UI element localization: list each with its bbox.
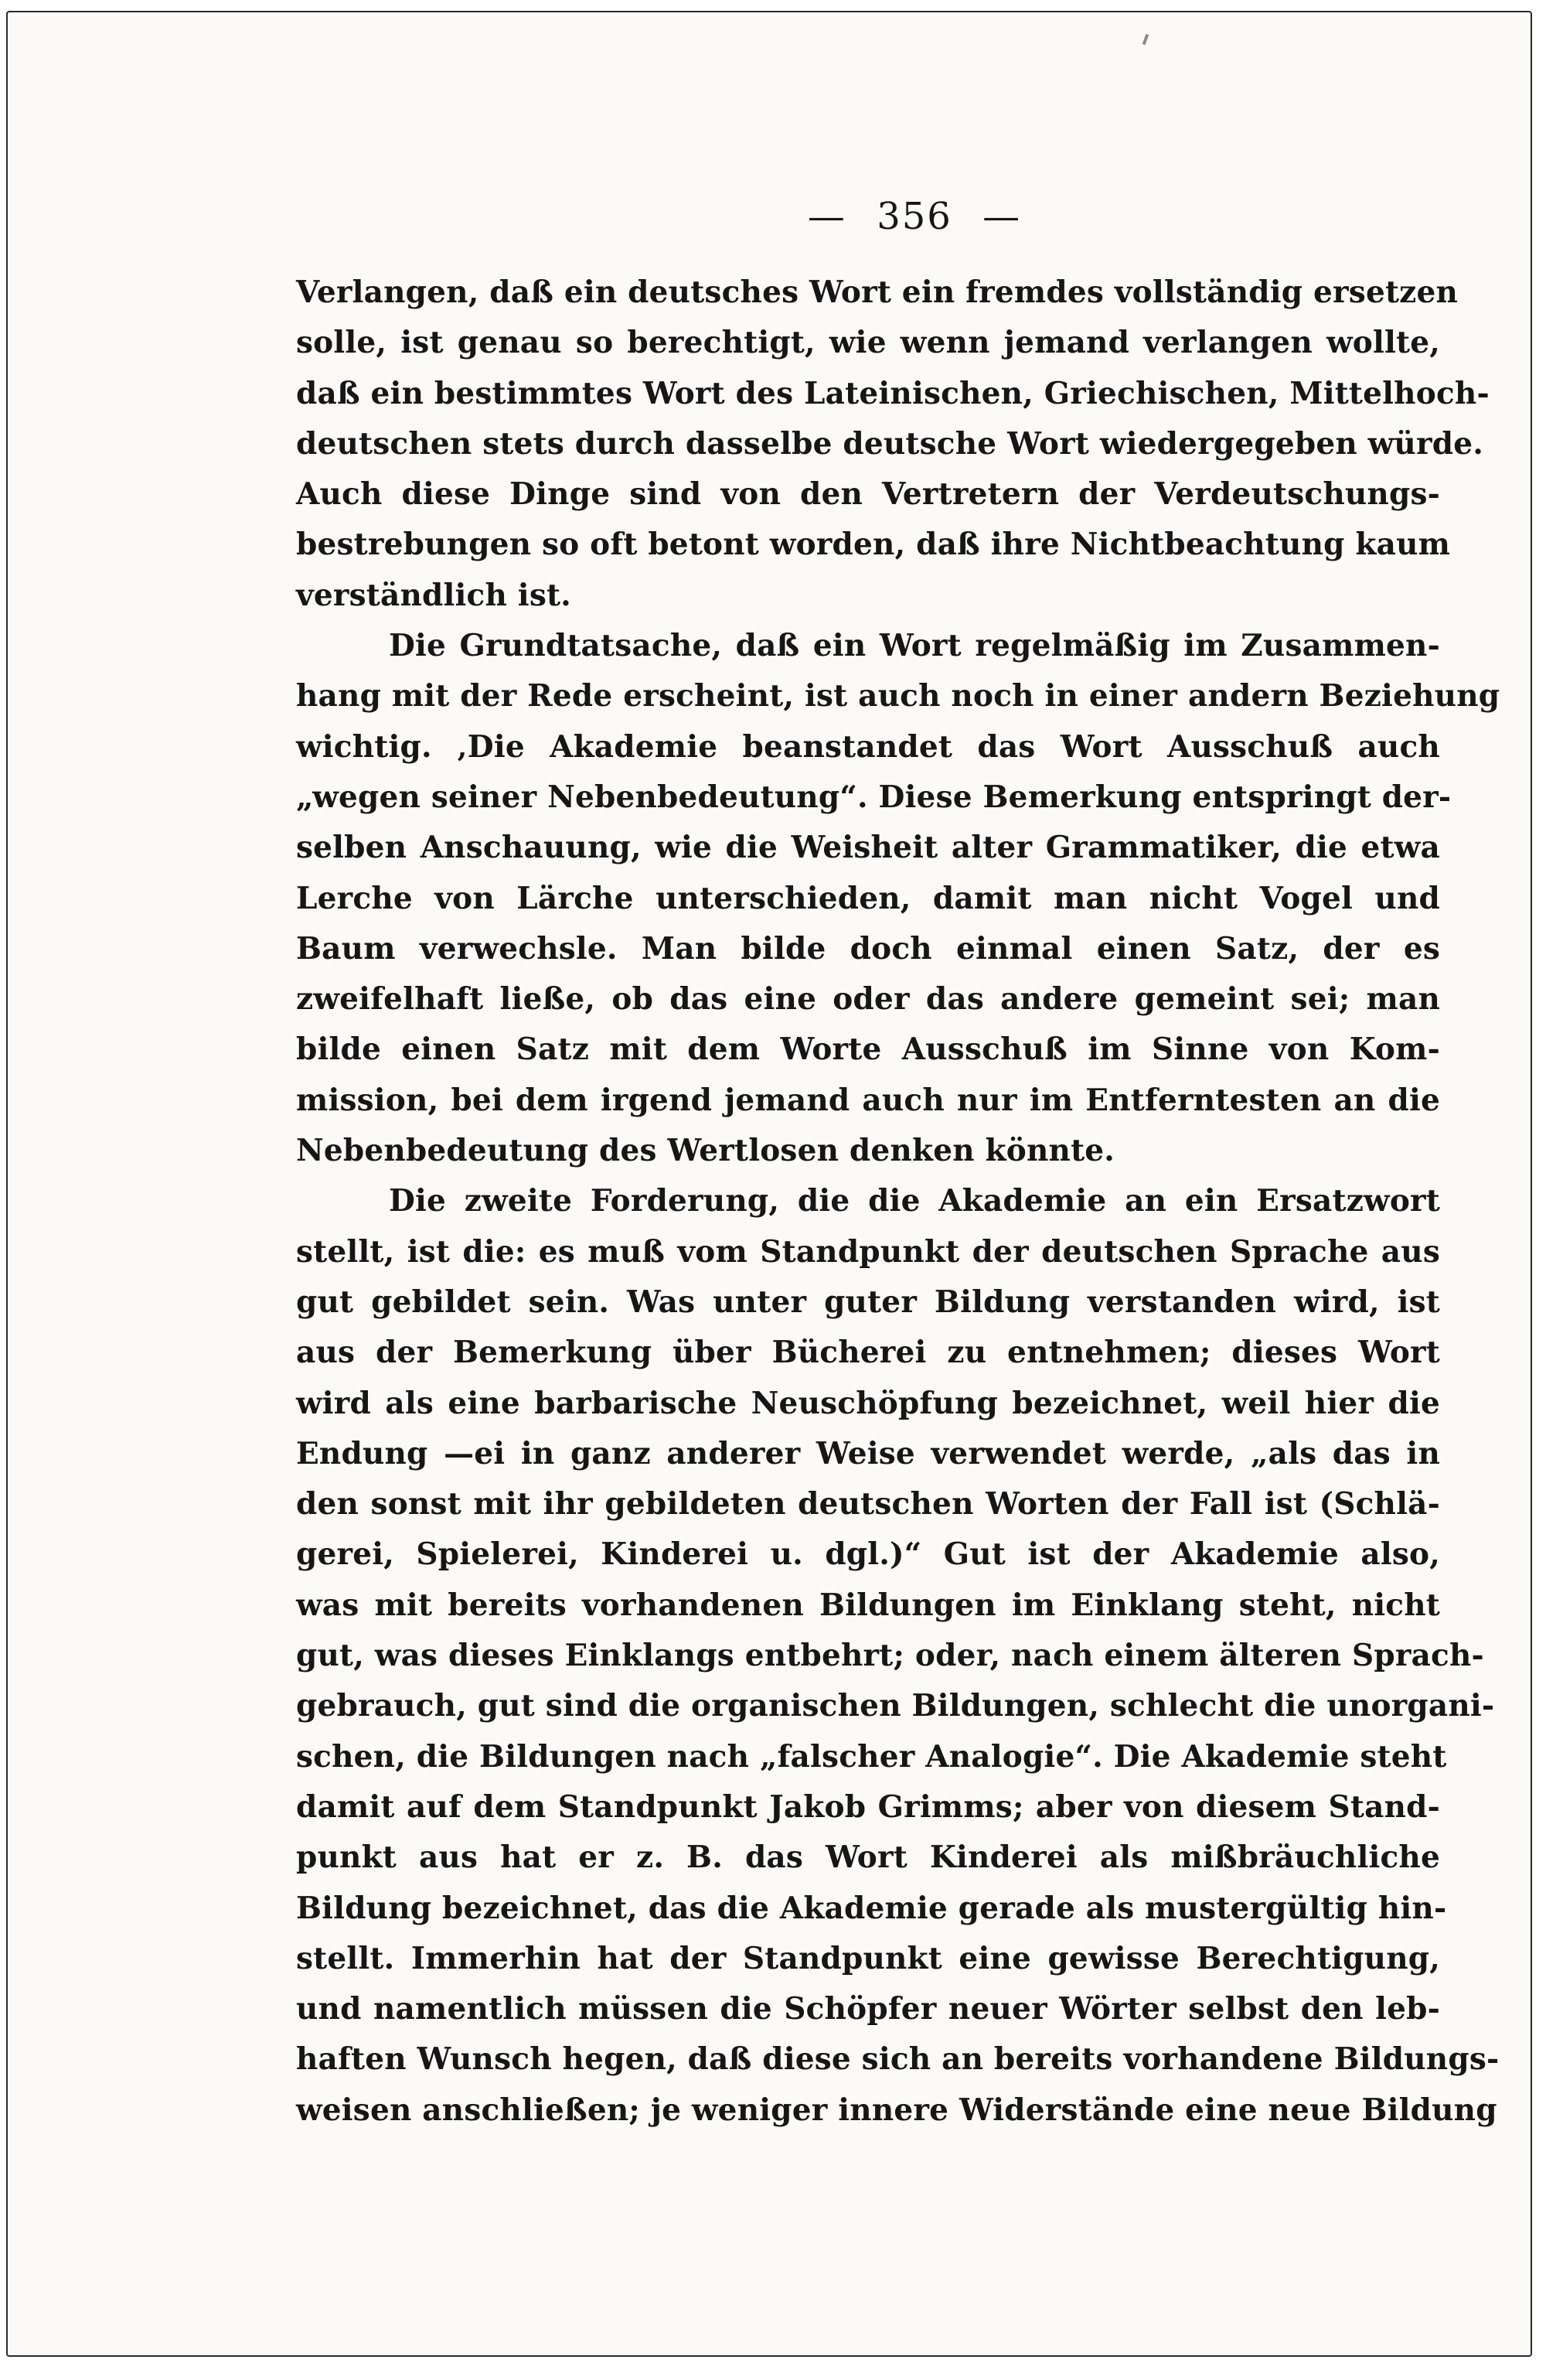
text-line: hang mit der Rede erscheint, ist auch noch in einer andern Beziehung: [296, 678, 1500, 714]
text-line: Die zweite Forderung, die die Akademie an ein Ersatzwort: [389, 1183, 1440, 1219]
text-line: Bildung bezeichnet, das die Akademie gerade als mustergültig hin-: [296, 1890, 1447, 1926]
text-line: damit auf dem Standpunkt Jakob Grimms; aber von diesem Stand-: [296, 1788, 1440, 1825]
text-line: den sonst mit ihr gebildeten deutschen Worten der Fall ist (Schlä-: [296, 1486, 1440, 1522]
text-line: Lerche von Lärche unterschieden, damit man nicht Vogel und: [296, 880, 1440, 916]
text-line: Endung —ei in ganz anderer Weise verwendet werde, „als das in: [296, 1435, 1440, 1471]
text-line: Baum verwechsle. Man bilde doch einmal einen Satz, der es: [296, 930, 1440, 967]
header-dash-right: —: [982, 195, 1022, 238]
text-line: zweifelhaft ließe, ob das eine oder das andere gemeint sei; man: [296, 981, 1440, 1018]
text-line: deutschen stets durch dasselbe deutsche Wort wiedergegeben würde.: [296, 425, 1483, 462]
text-line: schen, die Bildungen nach „falscher Analogie“. Die Akademie steht: [296, 1738, 1447, 1775]
text-line: gerei, Spielerei, Kinderei u. dgl.)“ Gut ist der Akademie also,: [296, 1536, 1440, 1573]
text-line: gut gebildet sein. Was unter guter Bildung verstanden wird, ist: [296, 1284, 1440, 1320]
text-line: Nebenbedeutung des Wertlosen denken könnte.: [296, 1133, 1115, 1169]
page-number: 356: [877, 195, 952, 238]
text-line: aus der Bemerkung über Bücherei zu entnehmen; dieses Wort: [296, 1335, 1440, 1371]
paragraph: [296, 621, 1500, 1176]
text-line: weisen anschließen; je weniger innere Widerstände eine neue Bildung: [296, 2092, 1497, 2128]
page-header: [389, 195, 1440, 238]
paragraph: [296, 1176, 1500, 2136]
book-page: [296, 195, 1500, 2136]
text-line: stellt, ist die: es muß vom Standpunkt der deutschen Sprache aus: [296, 1233, 1440, 1270]
text-line: haften Wunsch hegen, daß diese sich an bereits vorhandene Bildungs-: [296, 2041, 1500, 2078]
paragraph: [296, 268, 1490, 621]
text-line: und namentlich müssen die Schöpfer neuer Wörter selbst den leb-: [296, 1991, 1440, 2027]
text-line: daß ein bestimmtes Wort des Lateinischen, Griechischen, Mittelhoch-: [296, 375, 1490, 411]
text-line: gebrauch, gut sind die organischen Bildungen, schlecht die unorgani-: [296, 1688, 1495, 1724]
text-line: bilde einen Satz mit dem Worte Ausschuß im Sinne von Kom-: [296, 1031, 1440, 1068]
text-line: Auch diese Dinge sind von den Vertretern der Verdeutschungs-: [296, 476, 1440, 513]
text-line: wichtig. ‚Die Akademie beanstandet das Wort Ausschuß auch: [296, 728, 1440, 765]
text-line: solle, ist genau so berechtigt, wie wenn jemand verlangen wollte,: [296, 325, 1440, 361]
text-line: selben Anschauung, wie die Weisheit alter Grammatiker, die etwa: [296, 830, 1440, 866]
text-body: [296, 268, 1500, 2136]
text-line: bestrebungen so oft betont worden, daß ihre Nichtbeachtung kaum: [296, 527, 1451, 563]
text-line: Verlangen, daß ein deutsches Wort ein fremdes vollständig ersetzen: [296, 274, 1459, 310]
text-line: verständlich ist.: [296, 577, 571, 613]
text-line: mission, bei dem irgend jemand auch nur im Entferntesten an die: [296, 1082, 1440, 1118]
text-line: Die Grundtatsache, daß ein Wort regelmäßig im Zusammen-: [389, 628, 1440, 664]
text-line: was mit bereits vorhandenen Bildungen im Einklang steht, nicht: [296, 1587, 1440, 1623]
text-line: stellt. Immerhin hat der Standpunkt eine gewisse Berechtigung,: [296, 1940, 1440, 1976]
text-line: „wegen seiner Nebenbedeutung“. Diese Bemerkung entspringt der-: [296, 779, 1452, 815]
text-line: punkt aus hat er z. B. das Wort Kinderei als mißbräuchliche: [296, 1840, 1440, 1876]
text-line: gut, was dieses Einklangs entbehrt; oder, nach einem älteren Sprach-: [296, 1638, 1484, 1674]
header-dash-left: —: [807, 195, 846, 238]
text-line: wird als eine barbarische Neuschöpfung bezeichnet, weil hier die: [296, 1385, 1440, 1421]
